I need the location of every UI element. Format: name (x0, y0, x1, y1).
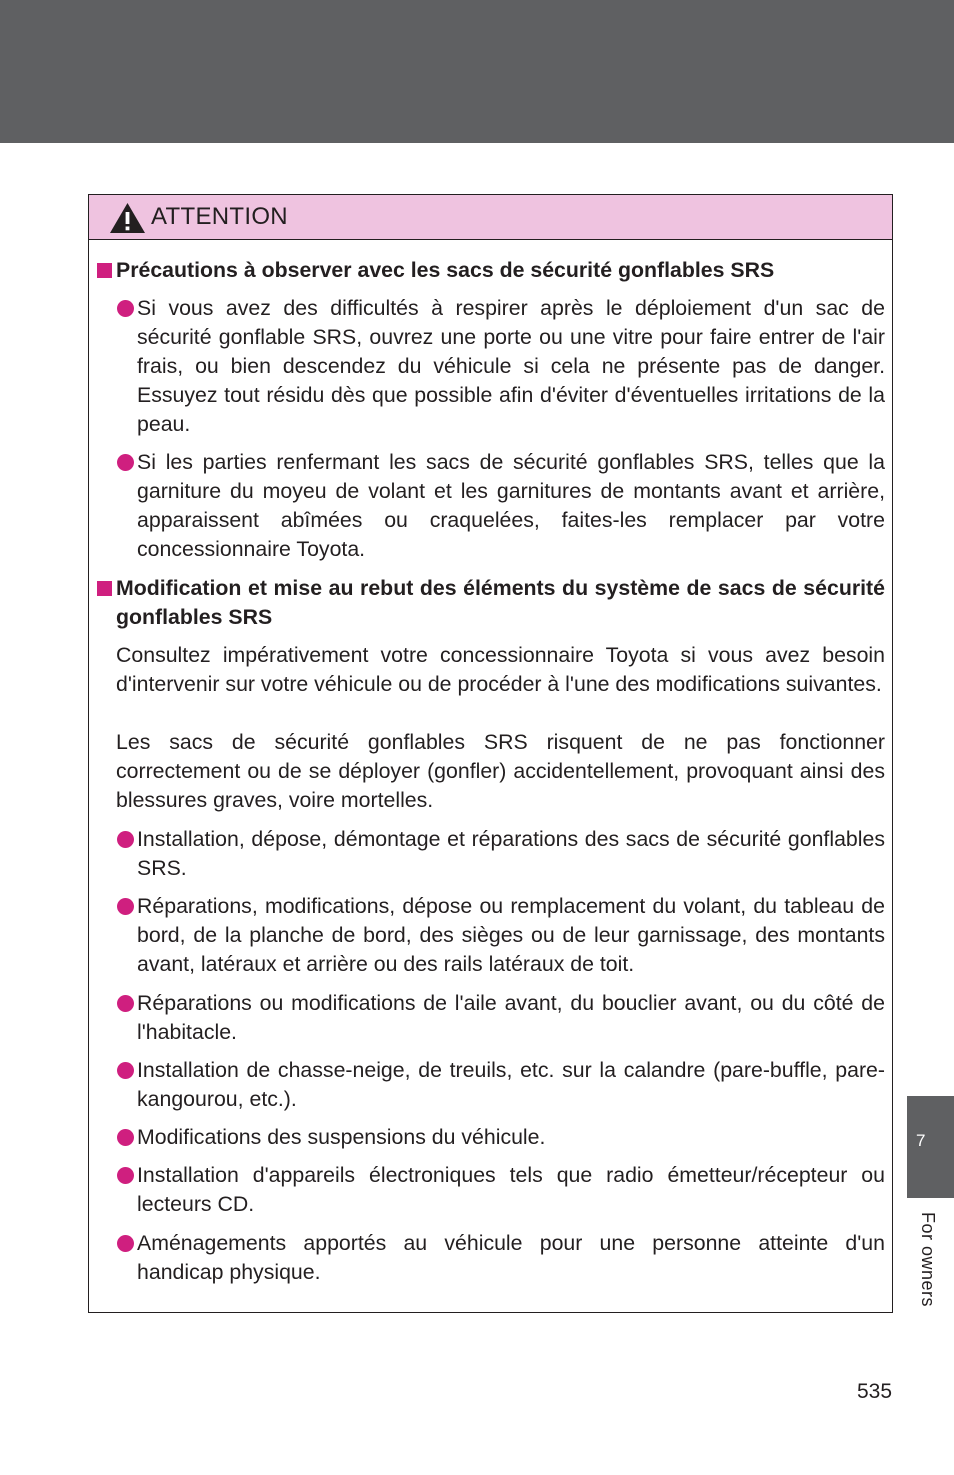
section-heading: Précautions à observer avec les sacs de sécurité gonflables SRS (97, 256, 885, 285)
list-item: Installation d'appareils électroniques tels que radio émetteur/récepteur ou lecteurs CD. (117, 1161, 885, 1219)
chapter-number: 7 (916, 1131, 926, 1150)
circle-bullet-icon (117, 1235, 134, 1252)
circle-bullet-icon (117, 898, 134, 915)
circle-bullet-icon (117, 454, 134, 471)
page-number: 535 (857, 1380, 893, 1403)
paragraph: Les sacs de sécurité gonflables SRS risquent de ne pas fonctionner correctement ou de se déployer (gonfler) accidentellement, provoquant ainsi des blessures graves, voire mortelles. (116, 730, 885, 812)
attention-header (89, 195, 892, 240)
header-band (0, 0, 954, 143)
circle-bullet-icon (117, 1062, 134, 1079)
attention-box (88, 194, 893, 1313)
square-bullet-icon (97, 263, 112, 278)
circle-bullet-icon (117, 300, 134, 317)
list-item: Si les parties renfermant les sacs de sécurité gonflables SRS, telles que la garniture du moyeu de volant et les garnitures de montants avant et arrière, apparaissent abîmées ou craquelées, faites-les remplacer par votre concessionnaire Toyota. (117, 448, 885, 564)
list-item: Réparations, modifications, dépose ou remplacement du volant, du tableau de bord, de la planche de bord, des sièges ou de leur garnissage, des montants avant, latéraux et arrière ou des rails latéraux de toit. (117, 892, 885, 979)
list-item: Installation de chasse-neige, de treuils, etc. sur la calandre (pare-buffle, pare-kangourou, etc.). (117, 1056, 885, 1114)
list-item: Aménagements apportés au véhicule pour une personne atteinte d'un handicap physique. (117, 1229, 885, 1287)
chapter-label: For owners (918, 1212, 938, 1308)
circle-bullet-icon (117, 831, 134, 848)
section-heading: Modification et mise au rebut des éléments du système de sacs de sécurité gonflables SRS (97, 574, 885, 632)
attention-title: ATTENTION (151, 203, 288, 230)
paragraph: Consultez impérativement votre concessionnaire Toyota si vous avez besoin d'intervenir sur votre véhicule ou de procéder à l'une des modifications suivantes. (116, 643, 885, 696)
list-item: Modifications des suspensions du véhicule. (117, 1123, 885, 1152)
chapter-tab (907, 1096, 954, 1198)
square-bullet-icon (97, 581, 112, 596)
circle-bullet-icon (117, 1167, 134, 1184)
circle-bullet-icon (117, 1129, 134, 1146)
list-item: Installation, dépose, démontage et réparations des sacs de sécurité gonflables SRS. (117, 825, 885, 883)
warning-triangle-icon (109, 202, 146, 234)
circle-bullet-icon (117, 995, 134, 1012)
list-item: Si vous avez des difficultés à respirer après le déploiement d'un sac de sécurité gonflable SRS, ouvrez une porte ou une vitre pour faire entrer de l'air frais, ou bien descendez du véhicule si cela ne présente pas de danger. Essuyez tout résidu dès que possible afin d'éviter d'éventuelles irritations de la peau. (117, 294, 885, 439)
list-item: Réparations ou modifications de l'aile avant, du bouclier avant, ou du côté de l'habitacle. (117, 989, 885, 1047)
